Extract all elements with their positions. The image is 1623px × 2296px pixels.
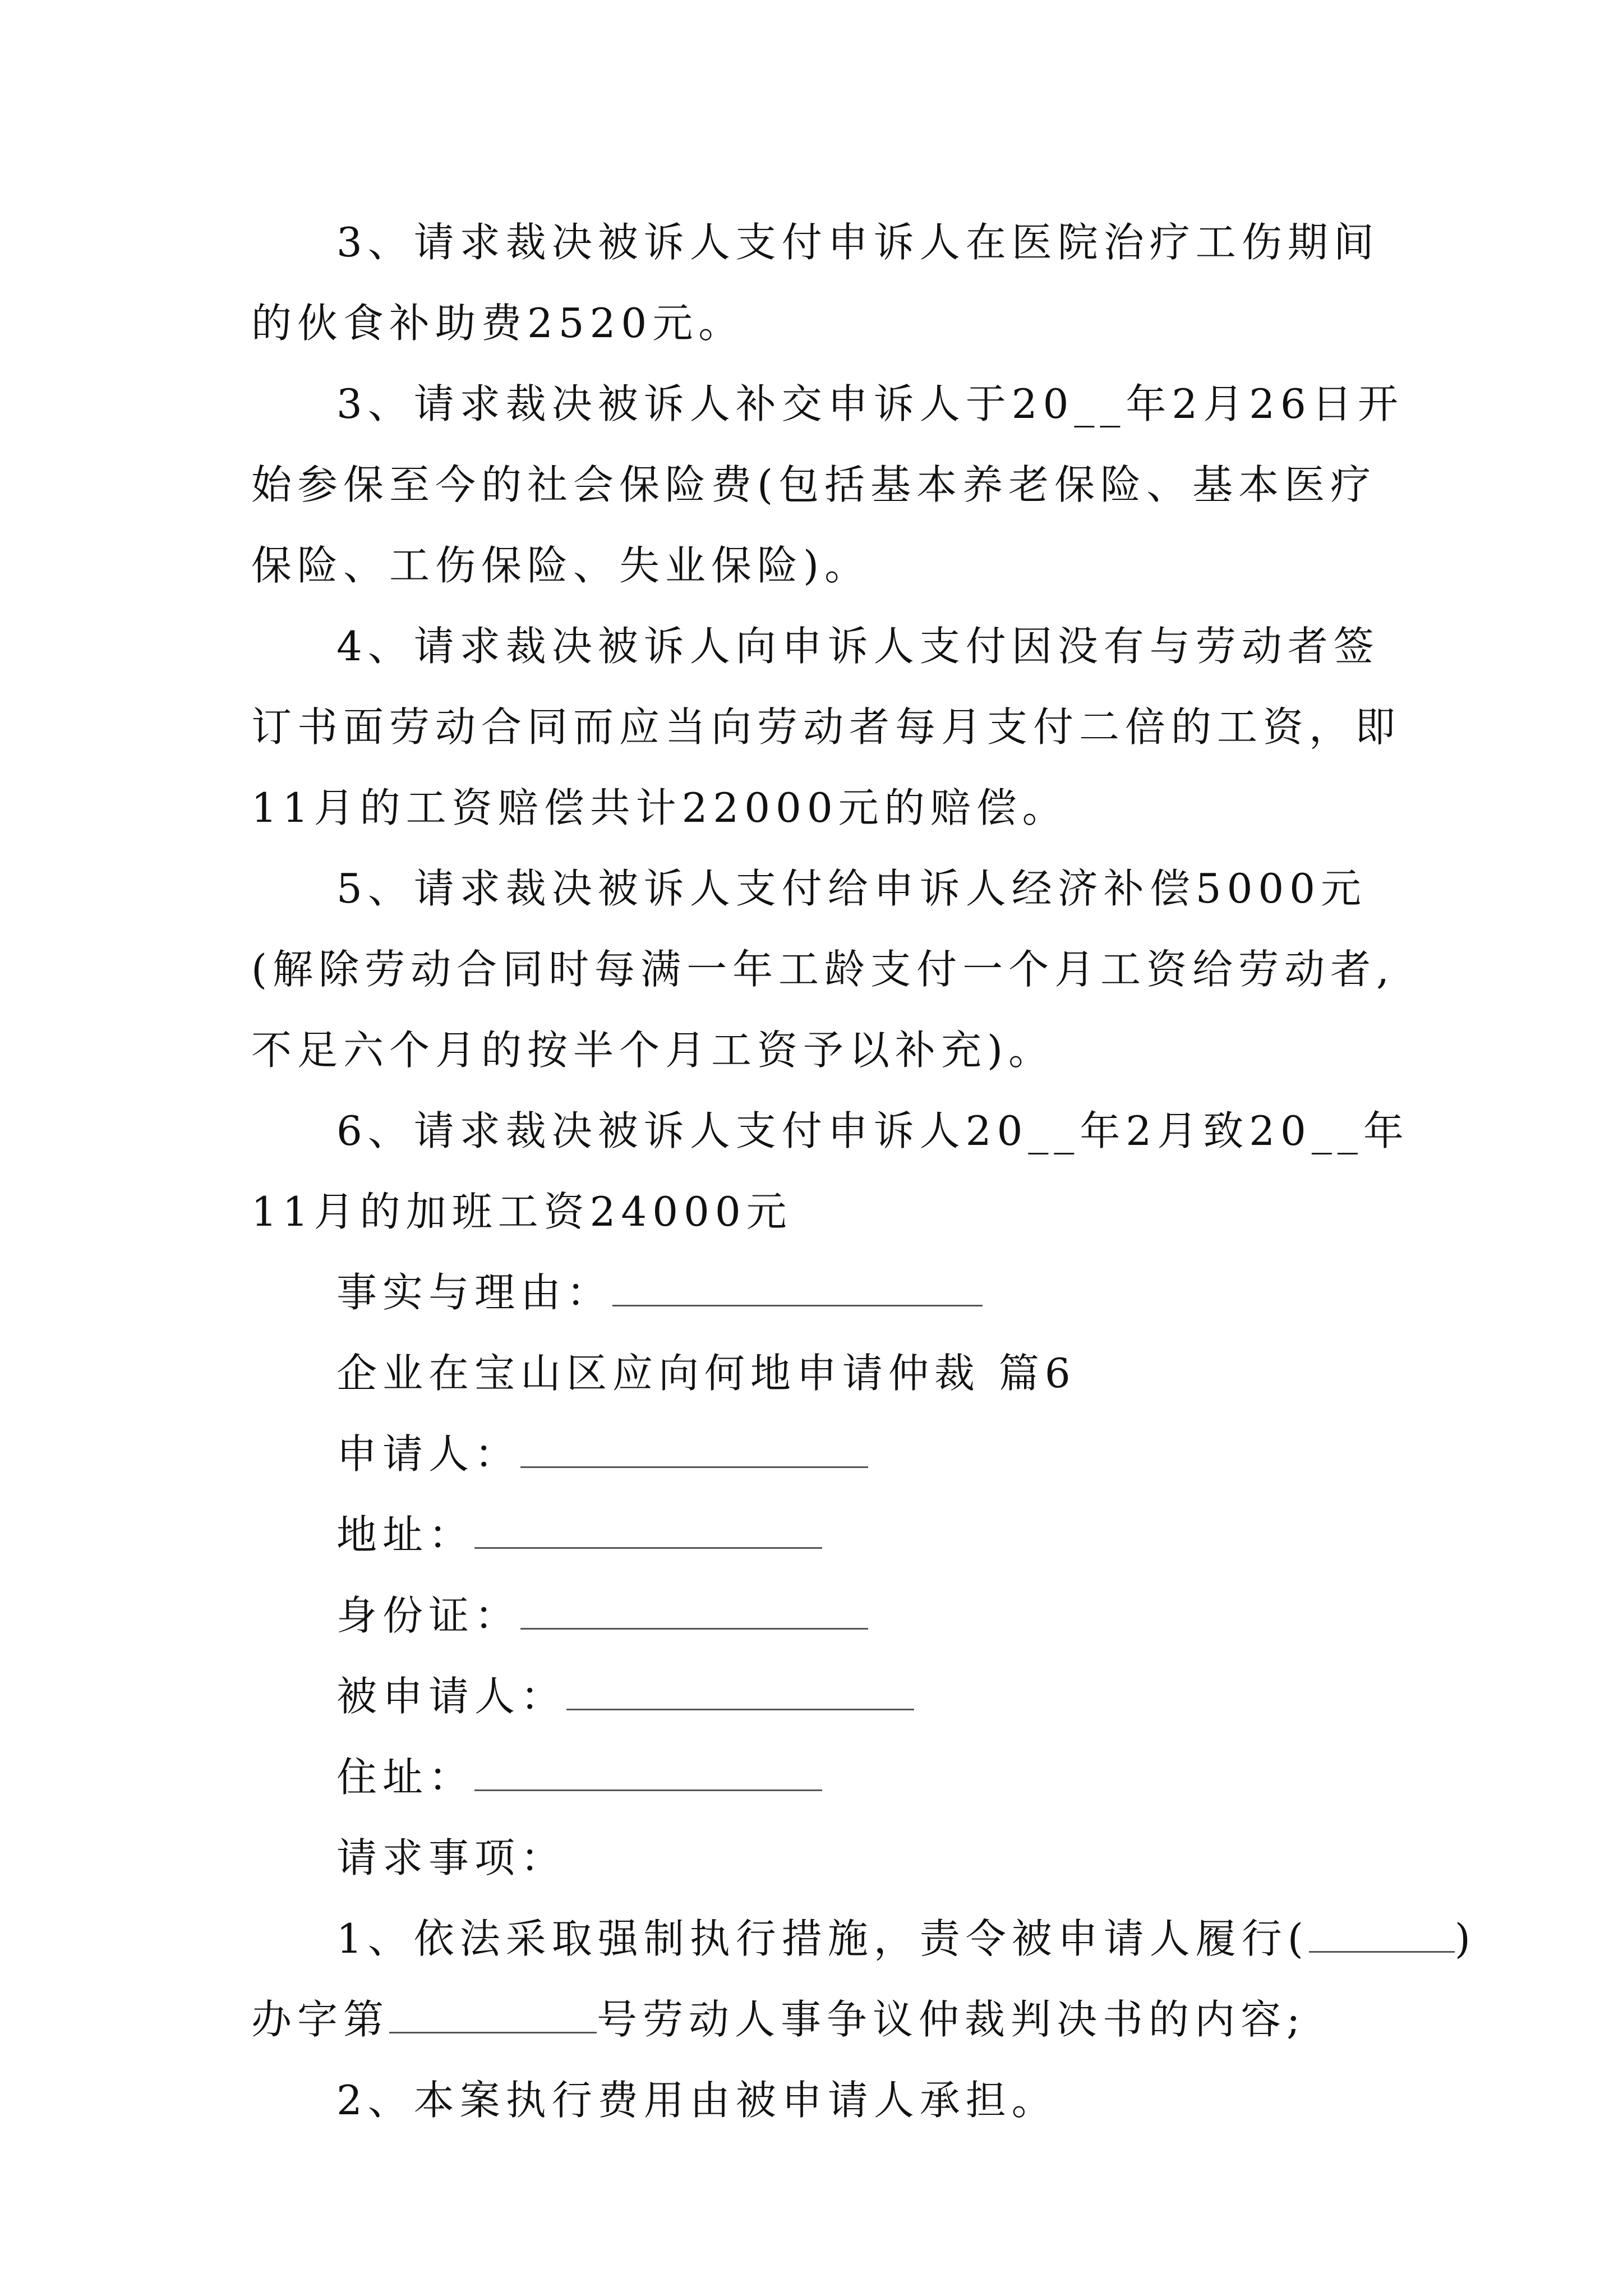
respondent-blank (566, 1675, 914, 1710)
paragraph-request-4: 4、请求裁决被诉人向申诉人支付因没有与劳动者签订书面劳动合同而应当向劳动者每月支付二倍的工资，即11月的工资赔偿共计22000元的赔偿。 (251, 623, 1401, 831)
applicant-label: 申请人： (336, 1430, 521, 1478)
respondent-label: 被申请人： (336, 1673, 567, 1720)
document-page (251, 202, 1476, 2141)
applicant-blank (520, 1433, 868, 1468)
id-card-label: 身份证： (336, 1592, 521, 1639)
facts-label: 事实与理由： (336, 1269, 613, 1316)
address-blank (474, 1513, 822, 1549)
request-1-text: 1、依法采取强制执行措施，责令被申请人履行( (336, 1915, 1309, 1962)
request-2-line: 2、本案执行费用由被申请人承担。 (336, 2077, 1058, 2124)
request-1-prefix: 办字第 (251, 1996, 390, 2043)
residence-line (251, 1737, 1418, 1818)
case-number-blank (389, 1998, 597, 2033)
address-label: 地址： (336, 1511, 475, 1558)
facts-line (251, 1252, 1418, 1333)
request-1-continuation (251, 1979, 1418, 2060)
id-card-line (251, 1575, 1418, 1656)
applicant-line (251, 1414, 1418, 1494)
respondent-line (251, 1656, 1418, 1737)
paragraph-request-6: 6、请求裁决被诉人支付申诉人20__年2月致20__年11月的加班工资24000元 (251, 1107, 1409, 1235)
paragraph-request-5: 5、请求裁决被诉人支付给申诉人经济补偿5000元(解除劳动合同时每满一年工龄支付一个月工资给劳动者,不足六个月的按半个月工资予以补充)。 (251, 865, 1395, 1074)
residence-blank (474, 1756, 822, 1791)
request-1-suffix: 号劳动人事争议仲裁判决书的内容; (597, 1996, 1306, 2043)
paragraph-request-3a: 3、请求裁决被诉人支付申诉人在医院治疗工伤期间的伙食补助费2520元。 (251, 219, 1380, 347)
request-1-line (251, 1898, 1476, 1979)
paragraph-request-3b: 3、请求裁决被诉人补交申诉人于20__年2月26日开始参保至今的社会保险费(包括基本养老保险、基本医疗保险、工伤保险、失业保险)。 (251, 380, 1404, 589)
address-line (251, 1494, 1418, 1575)
facts-blank (612, 1271, 983, 1306)
request-1-blank (1309, 1917, 1455, 1953)
section-title: 企业在宝山区应向何地申请仲裁 篇6 (336, 1350, 1076, 1397)
request-1-close: ) (1454, 1915, 1476, 1962)
id-card-blank (520, 1594, 868, 1630)
residence-label: 住址： (336, 1754, 475, 1801)
request-label: 请求事项： (336, 1834, 567, 1881)
